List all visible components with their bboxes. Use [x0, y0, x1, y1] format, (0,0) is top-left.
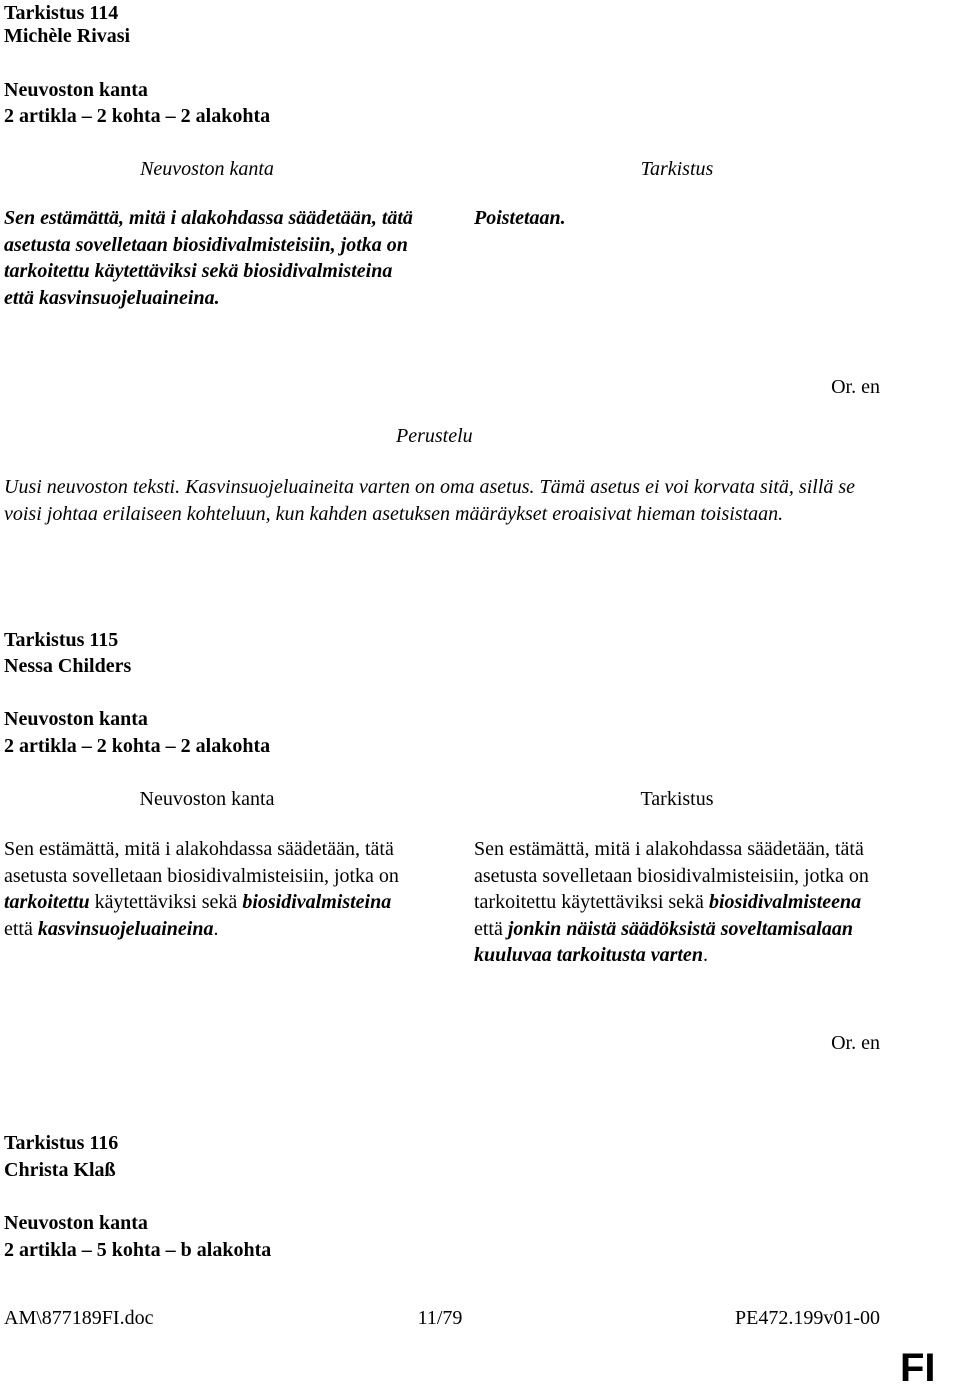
amendment-114-left-text: Sen estämättä, mitä i alakohdassa säädetään, tätä asetusta sovelletaan biosidivalmisteisiin, jotka on tarkoitettu käytettäviksi sekä biosidivalmisteina että kasvinsuojeluaineina. [4, 207, 413, 309]
text-segment: . [702, 944, 708, 966]
amendment-115-proposal: Neuvoston kanta [4, 708, 148, 730]
amendment-114-left-heading: Neuvoston kanta [140, 158, 274, 180]
text-segment: että [4, 917, 38, 940]
amendment-115-title: Tarkistus 115 [4, 629, 119, 651]
amendment-114-author: Michèle Rivasi [4, 25, 131, 47]
text-segment: Sen estämättä, mitä i alakohdassa säädetään, tätä asetusta sovelletaan biosidivalmisteisiin, jotka on tarkoitettu käytettäviksi sekä [474, 838, 869, 913]
amendment-114-original-language: Or. en [831, 376, 880, 398]
footer-language-mark: FI [900, 1346, 936, 1390]
amendment-116-title: Tarkistus 116 [4, 1132, 119, 1154]
amendment-116-article: 2 artikla – 5 kohta – b alakohta [4, 1239, 272, 1261]
amendment-115-right-text [474, 836, 894, 969]
amendment-114-justification-heading: Perustelu [396, 425, 473, 447]
amendment-116-proposal: Neuvoston kanta [4, 1212, 148, 1234]
text-segment: että [474, 917, 508, 940]
emphasis-segment: biosidivalmisteena [708, 891, 862, 913]
text-segment: Sen estämättä, mitä i alakohdassa säädetään, tätä asetusta sovelletaan biosidivalmisteisiin, jotka on [4, 838, 399, 887]
amendment-114-article: 2 artikla – 2 kohta – 2 alakohta [4, 105, 271, 127]
amendment-115-left-text [4, 836, 424, 942]
emphasis-segment: kasvinsuojeluaineina [37, 917, 214, 940]
amendment-114-right-heading: Tarkistus [640, 158, 714, 180]
emphasis-segment: tarkoitettu [4, 891, 90, 913]
text-segment: . [213, 917, 219, 940]
amendment-115-article: 2 artikla – 2 kohta – 2 alakohta [4, 735, 271, 757]
amendment-116-author: Christa Klaß [4, 1159, 116, 1181]
amendment-115-left-heading: Neuvoston kanta [139, 788, 275, 810]
emphasis-segment: biosidivalmisteina [242, 891, 392, 913]
amendment-114-proposal: Neuvoston kanta [4, 79, 148, 101]
footer-document-name: AM\877189FI.doc [4, 1307, 154, 1329]
text-segment: käytettäviksi sekä [89, 891, 243, 913]
amendment-114-justification: Uusi neuvoston teksti. Kasvinsuojeluaineita varten on oma asetus. Tämä asetus ei voi korvata sitä, sillä se voisi johtaa erilaiseen kohteluun, kun kahden asetuksen määräykset eroaisivat hieman toisistaan. [4, 476, 856, 525]
emphasis-segment: jonkin näistä säädöksistä soveltamisalaan kuuluvaa tarkoitusta varten [474, 917, 853, 966]
amendment-114-right-text: Poistetaan. [474, 207, 566, 229]
footer-reference: PE472.199v01-00 [735, 1307, 880, 1329]
footer-page-number: 11/79 [417, 1307, 463, 1329]
amendment-115-right-heading: Tarkistus [640, 788, 714, 810]
amendment-114-title: Tarkistus 114 [4, 2, 119, 24]
amendment-115-original-language: Or. en [831, 1032, 880, 1054]
amendment-115-author: Nessa Childers [4, 655, 132, 677]
